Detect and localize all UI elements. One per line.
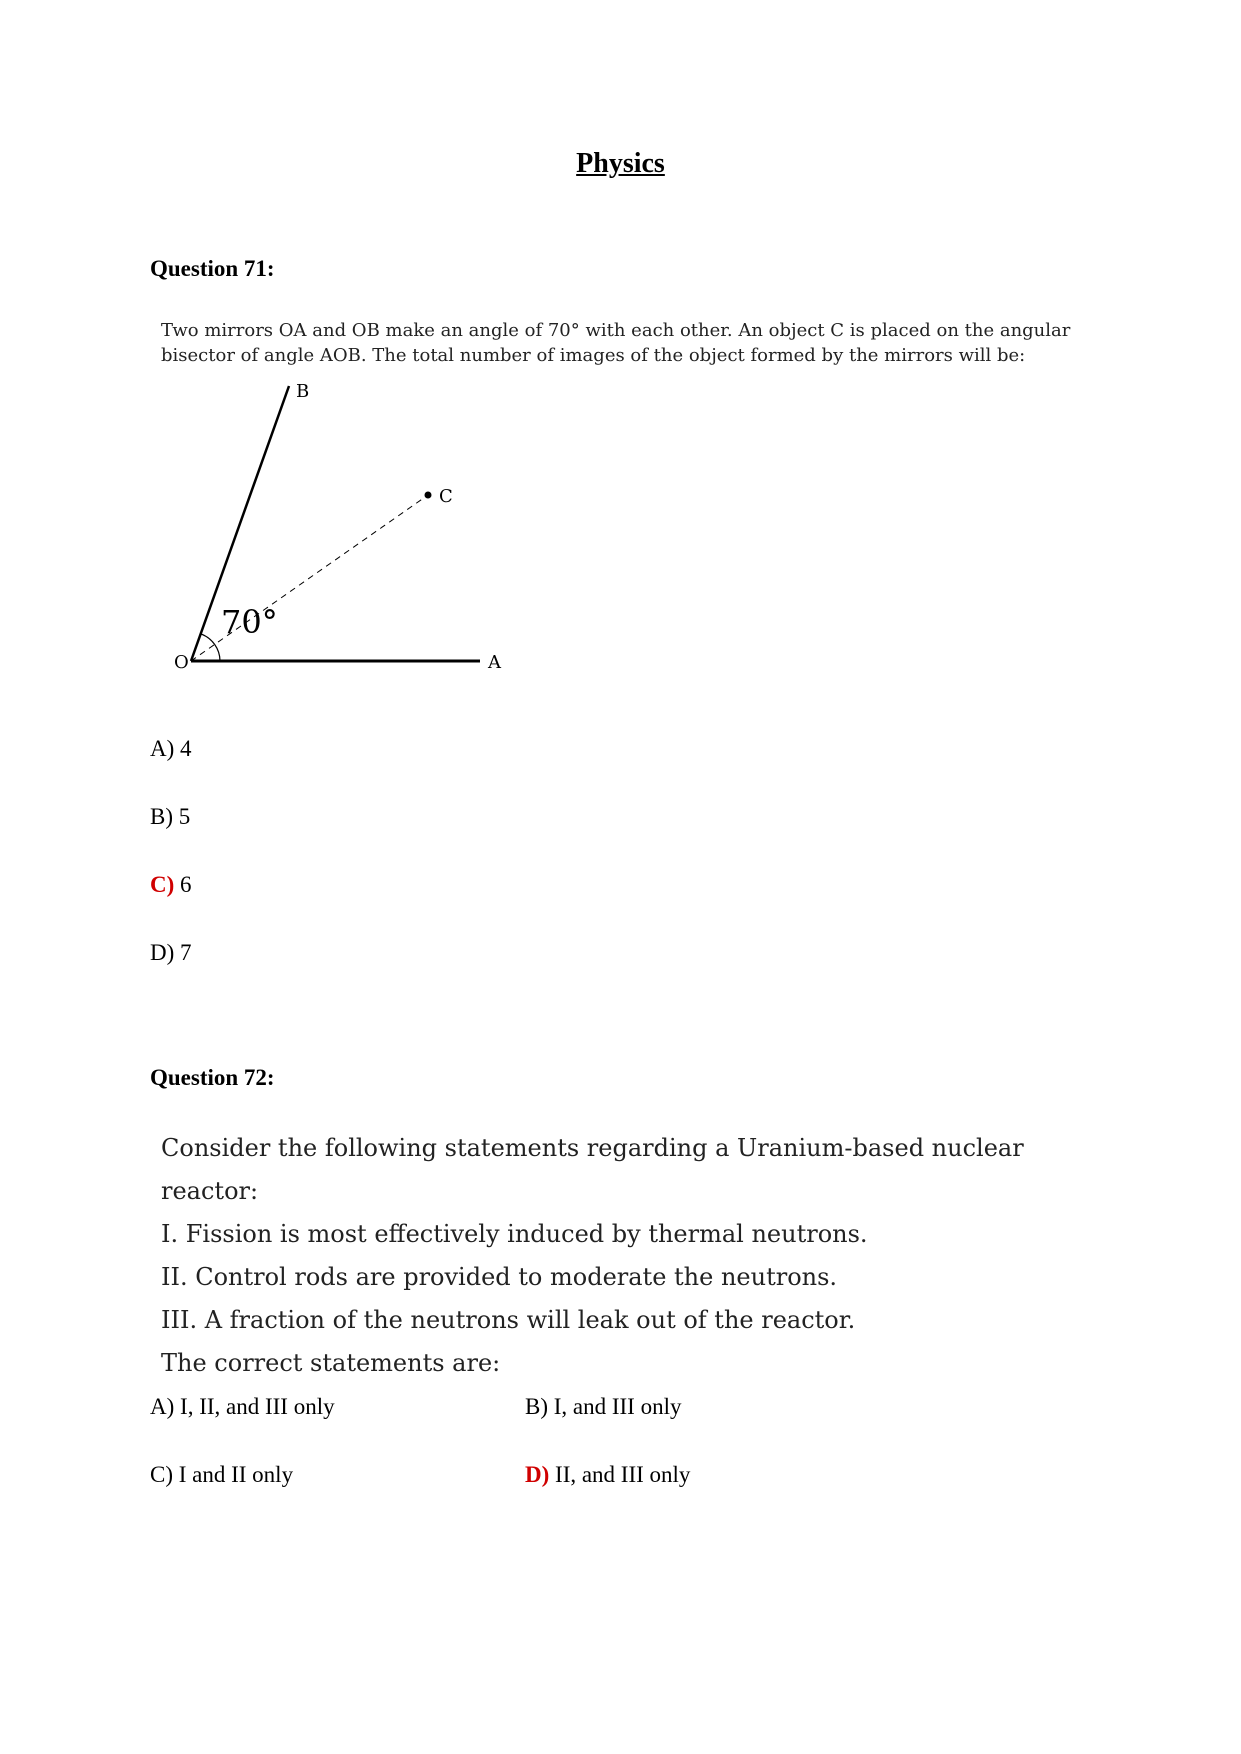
label-c: C xyxy=(439,486,453,507)
q71-option-b-text: 5 xyxy=(178,804,191,829)
q71-option-c-text: 6 xyxy=(180,872,192,897)
q71-option-d-text: 7 xyxy=(180,940,192,965)
page-title: Physics xyxy=(576,148,665,179)
question-71-line-1: Two mirrors OA and OB make an angle of 70° with each other. An object C is placed on the angular xyxy=(161,320,1071,341)
question-71-heading: Question 71: xyxy=(150,256,275,281)
q72-option-c-text: I and II only xyxy=(178,1462,294,1487)
question-71-line-2: bisector of angle AOB. The total number of images of the object formed by the mirrors will be: xyxy=(161,345,1026,366)
q71-option-d-letter: D) xyxy=(150,940,175,965)
q71-option-a[interactable] xyxy=(150,736,192,762)
q71-option-b-letter: B) xyxy=(150,804,173,829)
question-72-line-5: The correct statements are: xyxy=(161,1349,501,1377)
q72-option-c-letter: C) xyxy=(150,1462,173,1487)
q72-option-a-text: I, II, and III only xyxy=(180,1394,335,1419)
label-o: O xyxy=(174,652,189,673)
question-72-line-2: I. Fission is most effectively induced by thermal neutrons. xyxy=(161,1220,868,1248)
q72-option-b-text: I, and III only xyxy=(553,1394,682,1419)
q72-option-b[interactable] xyxy=(525,1394,682,1420)
q72-option-d-letter: D) xyxy=(525,1462,550,1487)
question-72-line-3: II. Control rods are provided to moderate the neutrons. xyxy=(161,1263,838,1291)
q71-option-a-letter: A) xyxy=(150,736,175,761)
question-72-line-1: Consider the following statements regarding a Uranium-based nuclear reactor: xyxy=(161,1134,1024,1205)
q71-option-a-text: 4 xyxy=(180,736,192,761)
q71-option-c[interactable] xyxy=(150,872,192,898)
label-a: A xyxy=(488,652,501,673)
q72-option-d[interactable] xyxy=(525,1462,690,1488)
object-point-c xyxy=(425,492,432,499)
q71-option-b[interactable] xyxy=(150,804,190,830)
q72-option-c[interactable] xyxy=(150,1462,293,1488)
label-angle: 70° xyxy=(221,603,278,641)
question-72-line-4: III. A fraction of the neutrons will leak out of the reactor. xyxy=(161,1306,856,1334)
q71-option-c-letter: C) xyxy=(150,872,175,897)
q72-option-d-text: II, and III only xyxy=(555,1462,691,1487)
question-72-text xyxy=(161,1127,1121,1385)
q72-option-a[interactable] xyxy=(150,1394,335,1420)
label-b: B xyxy=(296,381,310,402)
question-72-heading: Question 72: xyxy=(150,1065,275,1090)
q71-option-d[interactable] xyxy=(150,940,192,966)
q72-option-a-letter: A) xyxy=(150,1394,175,1419)
q72-option-b-letter: B) xyxy=(525,1394,548,1419)
